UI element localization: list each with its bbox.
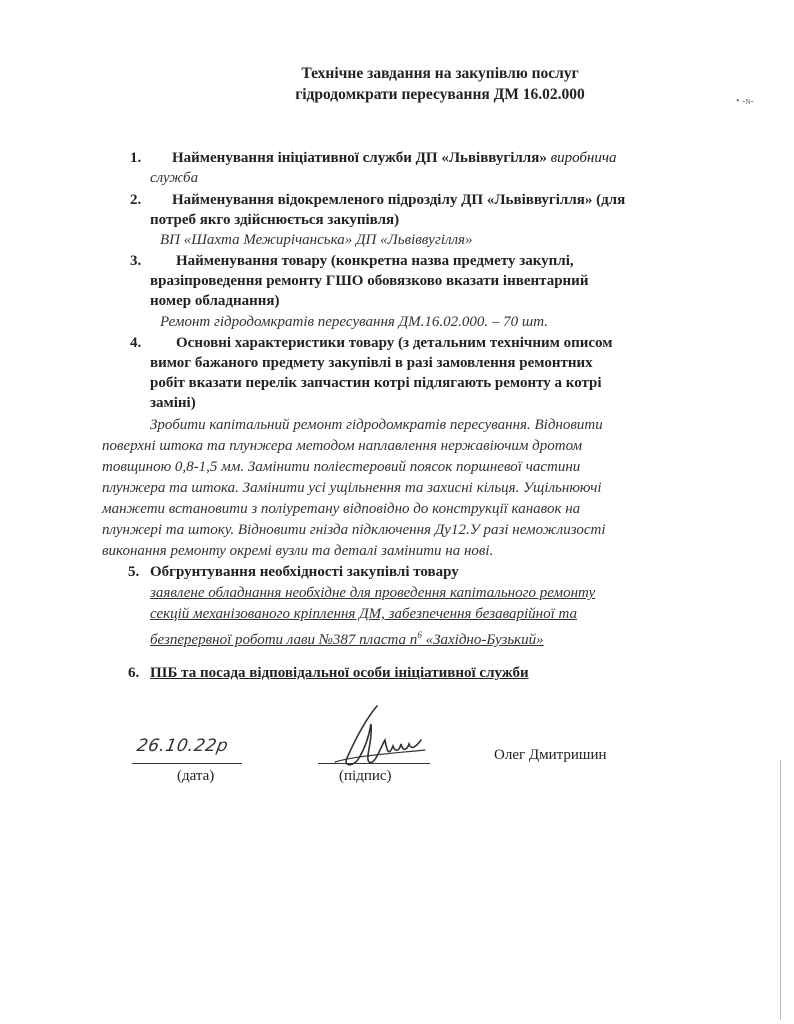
section-4-heading-line1: Основні характеристики товару (з детальним технічним описом <box>176 335 613 351</box>
section-3-heading-line3: номер обладнання) <box>150 293 280 309</box>
section-5-seam-index: 6 <box>417 630 422 640</box>
date-underline <box>132 763 242 764</box>
responsible-person-name: Олег Дмитришин <box>494 747 607 763</box>
section-4-heading-line2: вимог бажаного предмету закупівлі в разі замовлення ремонтних <box>150 355 593 371</box>
signature-label: (підпис) <box>339 768 392 784</box>
section-1-value-inline: виробнича <box>550 150 617 166</box>
section-2-value: ВП «Шахта Межирічанська» ДП «Львіввугілля» <box>160 232 473 248</box>
section-2-heading-line1: Найменування відокремленого підрозділу ДП «Львіввугілля» (для <box>172 192 626 208</box>
section-5-body-line3: безперервної роботи лави №387 пласта $п^6$ «Західно-Бузький» <box>150 630 544 648</box>
corner-mark: • -ɴ- <box>736 96 754 107</box>
section-4-body-line2: поверхні штока та плунжера методом наплавлення нержавіючим дротом <box>102 438 583 454</box>
section-5-body-line1: заявлене обладнання необхідне для проведення капітального ремонту <box>150 585 596 601</box>
section-3-number: 3. <box>130 253 142 269</box>
section-4-body-line6: плунжері та штоку. Відновити гнізда підключення Ду12.У разі неможлизості <box>102 522 606 538</box>
section-3-heading-line2: вразіпроведення ремонту ГШО обовязково вказати інвентарний <box>150 273 589 289</box>
handwritten-date: 26.10.22р <box>135 736 230 756</box>
section-4-body-line4: плунжера та штока. Замінити усі ущільнення та захисні кільця. Ущільнюючі <box>102 480 602 496</box>
title-line-2: гідродомкрати пересування ДМ 16.02.000 <box>295 86 585 103</box>
section-4-number: 4. <box>130 335 142 351</box>
section-3-value: Ремонт гідродомкратів пересування ДМ.16.02.000. – 70 шт. <box>160 314 549 330</box>
section-5-heading: Обгрунтування необхідності закупівлі товару <box>150 564 459 580</box>
section-3-heading-line1: Найменування товару (конкретна назва предмету закуплі, <box>176 253 574 269</box>
section-4-body-line1: Зробити капітальний ремонт гідродомкратів пересування. Відновити <box>150 417 603 433</box>
section-1-number: 1. <box>130 150 142 166</box>
document-title <box>200 63 680 105</box>
section-2-number: 2. <box>130 192 142 208</box>
section-5-number: 5. <box>128 564 140 580</box>
signature-underline <box>318 763 430 764</box>
date-label: (дата) <box>177 768 215 784</box>
section-5-body-line2: секцій механізованого кріплення ДМ, забезпечення безаварійної та <box>150 606 578 622</box>
section-2-heading-line2: потреб якго здійснюється закупівля) <box>150 212 400 228</box>
section-1-heading: Найменування ініціативної служби ДП «Львіввугілля» виробнича <box>172 150 617 166</box>
title-line-1: Технічне завдання на закупівлю послуг <box>301 65 579 82</box>
section-4-heading-line4: заміні) <box>150 395 196 411</box>
section-4-body-line3: товщиною 0,8-1,5 мм. Замінити поліестеровий поясок поршневої частини <box>102 459 581 475</box>
section-1-value-line2: служба <box>150 170 199 186</box>
scan-edge <box>780 760 781 1020</box>
section-4-body-line7: виконання ремонту окремі вузли та деталі замінити на нові. <box>102 543 494 559</box>
section-4-body-line5: манжети встановити з поліуретану відповідно до конструкції канавок на <box>102 501 581 517</box>
section-4-heading-line3: робіт вказати перелік запчастин котрі підлягають ремонту а котрі <box>150 375 602 391</box>
section-6-heading: ПІБ та посада відповідальної особи ініціативної служби <box>150 665 529 681</box>
section-6-number: 6. <box>128 665 140 681</box>
